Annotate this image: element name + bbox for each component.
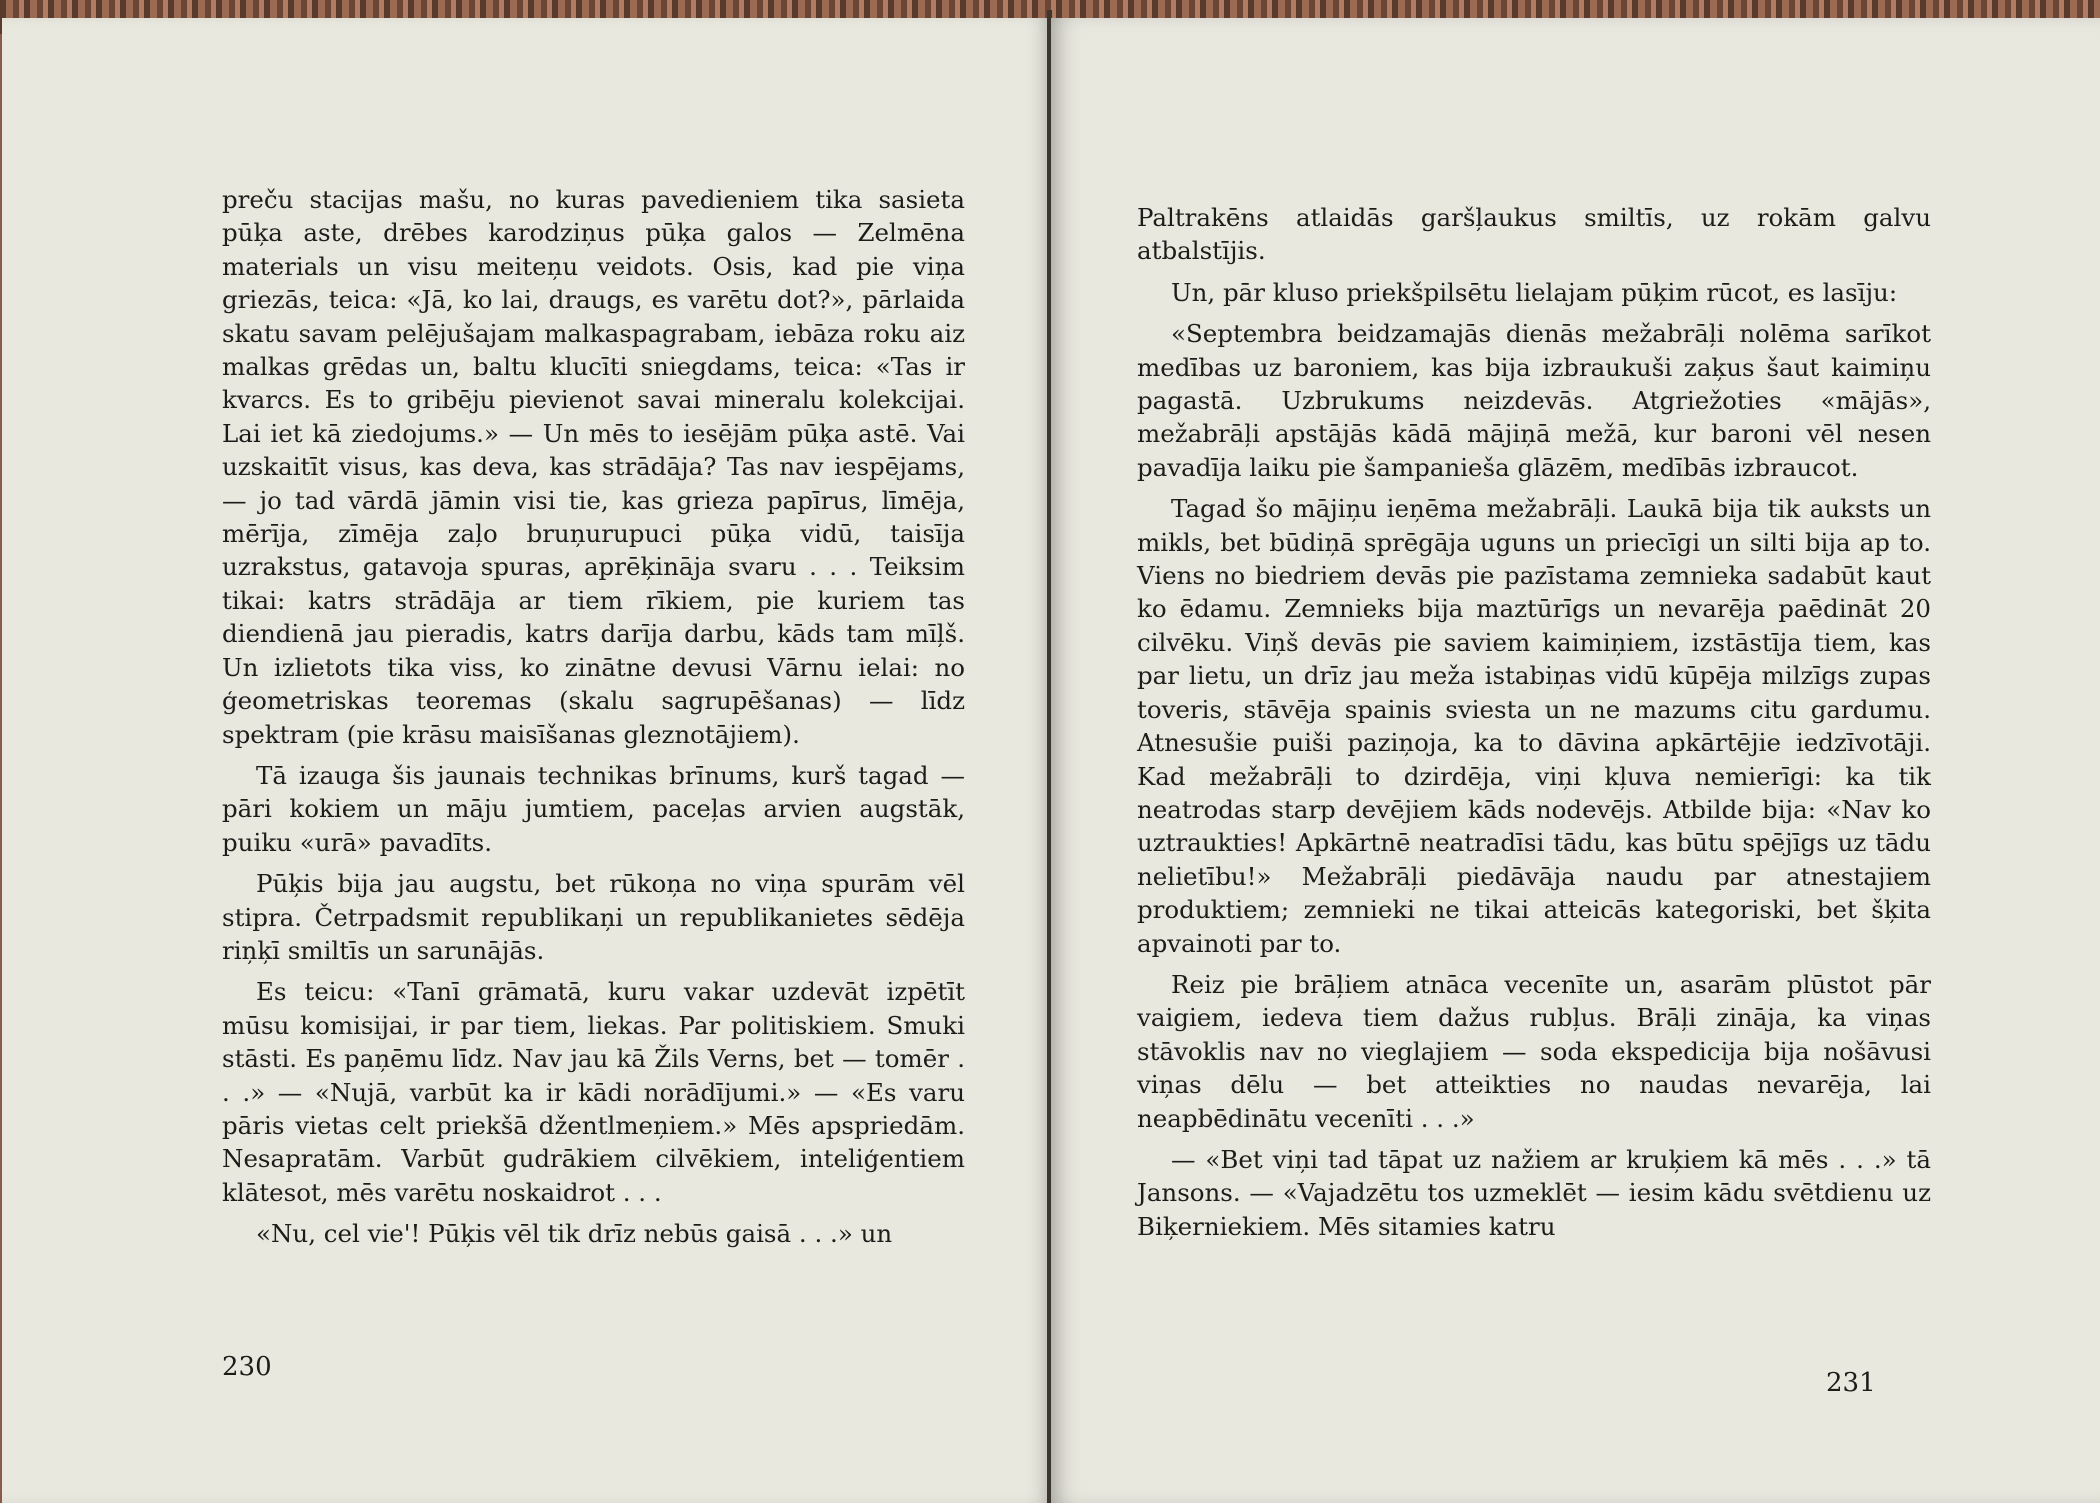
page-number: 230 <box>222 1352 272 1382</box>
paragraph: «Nu, cel vie'! Pūķis vēl tik drīz nebūs gaisā . . .» un <box>256 1219 893 1249</box>
left-page <box>2 18 1049 1503</box>
page-number: 231 <box>1826 1368 1876 1398</box>
paragraph: Un, pār kluso priekšpilsētu lielajam pūķim rūcot, es lasīju: <box>1171 277 1898 307</box>
paragraph: — «Bet viņi tad tāpat uz nažiem ar kruķiem kā mēs . . .» tā Jansons. — «Vajadzētu tos uzmeklēt — iesim kādu svētdienu uz Biķerniekiem. Mēs sitamies katru <box>1137 1144 1931 1241</box>
paragraph: Reiz pie brāļiem atnāca vecenīte un, asarām plūstot pār vaigiem, iedeva tiem dažus rubļus. Brāļi zināja, ka viņas stāvoklis nav no vieglajiem — soda ekspedicija bija nošāvusi viņas dēlu — bet atteikties no naudas nevarēja, lai neapbēdinātu vecenīti . . .» <box>1137 969 1931 1133</box>
left-page-text <box>222 183 965 1259</box>
paragraph: preču stacijas mašu, no kuras pavedieniem tika sasieta pūķa aste, drēbes karodziņus pūķa galos — Zelmēna materials un visu meiteņu veidots. Osis, kad pie viņa griezās, teica: «Jā, ko lai, draugs, es varētu dot?», pārlaida skatu savam pelējušajam malkaspagrabam, iebāza roku aiz malkas grēdas un, baltu klucīti sniegdams, teica: «Tas ir kvarcs. Es to gribēju pievienot savai mineralu kolekcijai. Lai iet kā ziedojums.» — Un mēs to iesējām pūķa astē. Vai uzskaitīt visus, kas deva, kas strādāja? Tas nav iespējams, — jo tad vārdā jāmin visi tie, kas grieza papīrus, līmēja, mērīja, zīmēja zaļo bruņurupuci pūķa vidū, taisīja uzrakstus, gatavoja spuras, aprēķināja svaru . . . Teiksim tikai: katrs strādāja ar tiem rīkiem, pie kuriem tas diendienā jau pieradis, katrs darīja darbu, kāds tam mīļš. Un izlietots tika viss, ko zinātne devusi Vārnu ielai: no ģeometriskas teoremas (skalu sagrupēšanas) — līdz spektram (pie krāsu maisīšanas gleznotājiem). <box>222 185 965 749</box>
right-page-text <box>1137 201 1931 1251</box>
paragraph: Tā izauga šis jaunais technikas brīnums, kurš tagad — pāri kokiem un māju jumtiem, paceļas arvien augstāk, puiku «urā» pavadīts. <box>222 760 965 857</box>
paragraph: Pūķis bija jau augstu, bet rūkoņa no viņa spurām vēl stipra. Četrpadsmit republikaņi un republikanietes sēdēja riņķī smiltīs un sarunājās. <box>222 869 965 965</box>
paragraph: Paltrakēns atlaidās garšļaukus smiltīs, uz rokām galvu atbalstījis. <box>1137 203 1931 266</box>
right-page <box>1051 18 2100 1503</box>
paragraph: Tagad šo mājiņu ieņēma mežabrāļi. Laukā bija tik auksts un mikls, bet būdiņā sprēgāja uguns un priecīgi un silti bija ap to. Viens no biedriem devās pie pazīstama zemnieka sadabūt kaut ko ēdamu. Zemnieks bija maztūrīgs un nevarēja paēdināt 20 cilvēku. Viņš devās pie saviem kaimiņiem, izstāstīja tiem, kas par lietu, un drīz jau meža istabiņas vidū kūpēja milzīgs zupas toveris, stāvēja spainis sviesta un ne mazums citu gardumu. Atnesušie puiši paziņoja, ka to dāvina apkārtējie iedzīvotāji. Kad mežabrāļi to dzirdēja, viņi kļuva nemierīgi: ka tik neatrodas starp devējiem kāds nodevējs. Atbilde bija: «Nav ko uztraukties! Apkārtnē neatradīsi tādu, kas būtu spējīgs uz tādu nelietību!» Mežabrāļi piedāvāja naudu par atnestajiem produktiem; zemnieki ne tikai atteicās kategoriski, bet šķita apvainoti par to. <box>1137 494 1931 958</box>
paragraph: «Septembra beidzamajās dienās mežabrāļi nolēma sarīkot medības uz baroniem, kas bija izbraukuši zaķus šaut kaimiņu pagastā. Uzbrukums neizdevās. Atgriežoties «mājās», mežabrāļi apstājās kādā mājiņā mežā, kur baroni vēl nesen pavadīja laiku pie šampanieša glāzēm, medībās izbraucot. <box>1137 319 1931 482</box>
paragraph: Es teicu: «Tanī grāmatā, kuru vakar uzdevāt izpētīt mūsu komisijai, ir par tiem, liekas. Par politiskiem. Smuki stāsti. Es paņēmu līdz. Nav jau kā Žils Verns, bet — tomēr . . .» — «Nujā, varbūt ka ir kādi norādījumi.» — «Es varu pāris vietas celt priekšā džentlmeņiem.» Mēs apspriedām. Nesapratām. Varbūt gudrākiem cilvēkiem, inteliģentiem klātesot, mēs varētu noskaidrot . . . <box>222 977 965 1207</box>
